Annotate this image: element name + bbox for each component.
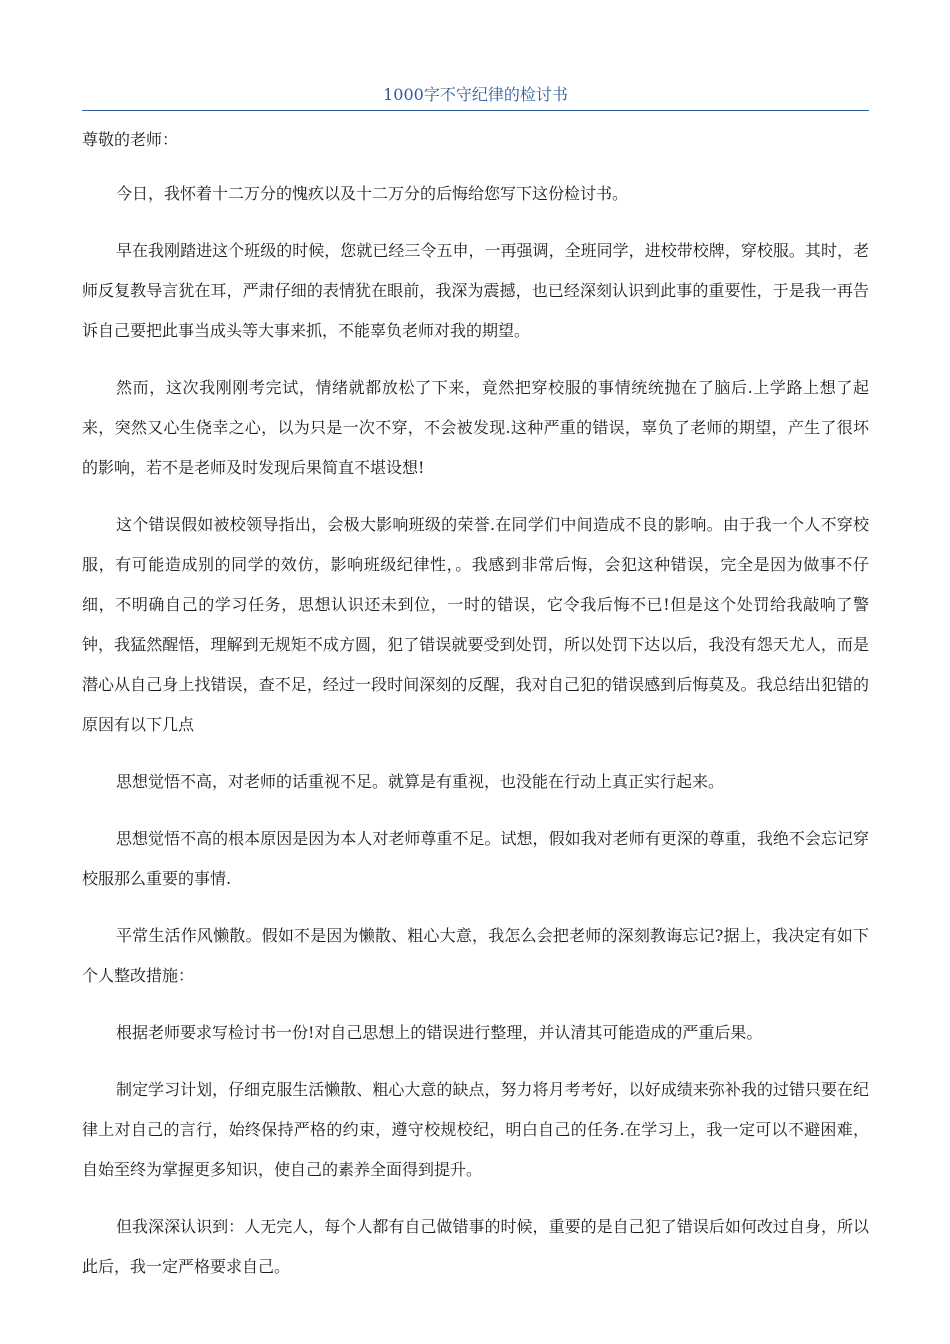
paragraph-7: 平常生活作风懒散。假如不是因为懒散、粗心大意，我怎么会把老师的深刻教诲忘记?据上，我决定有如下个人整改措施： <box>82 926 869 985</box>
paragraph-9: 制定学习计划，仔细克服生活懒散、粗心大意的缺点，努力将月考考好，以好成绩来弥补我的过错只要在纪律上对自己的言行，始终保持严格的约束，遵守校规校纪，明白自己的任务.在学习上，我一定可以不避困难，自始至终为掌握更多知识，使自己的素养全面得到提升。 <box>82 1080 869 1179</box>
paragraph-4: 这个错误假如被校领导指出，会极大影响班级的荣誉.在同学们中间造成不良的影响。由于我一个人不穿校服，有可能造成别的同学的效仿，影响班级纪律性，。我感到非常后悔，会犯这种错误，完全是因为做事不仔细，不明确自己的学习任务，思想认识还未到位，一时的错误，它令我后悔不已!但是这个处罚给我敲响了警钟，我猛然醒悟，理解到无规矩不成方圆，犯了错误就要受到处罚，所以处罚下达以后，我没有怨天尤人，而是潜心从自己身上找错误，查不足，经过一段时间深刻的反醒，我对自己犯的错误感到后悔莫及。我总结出犯错的原因有以下几点 <box>82 515 869 734</box>
page-header <box>82 84 869 111</box>
salutation: 尊敬的老师： <box>82 130 179 149</box>
paragraph-5: 思想觉悟不高，对老师的话重视不足。就算是有重视，也没能在行动上真正实行起来。 <box>116 772 725 791</box>
paragraph-6: 思想觉悟不高的根本原因是因为本人对老师尊重不足。试想，假如我对老师有更深的尊重，我绝不会忘记穿校服那么重要的事情. <box>82 829 869 888</box>
paragraph-3: 然而，这次我刚刚考完试，情绪就都放松了下来，竟然把穿校服的事情统统抛在了脑后.上学路上想了起来，突然又心生侥幸之心，以为只是一次不穿，不会被发现.这种严重的错误，辜负了老师的期望，产生了很坏的影响，若不是老师及时发现后果简直不堪设想! <box>82 378 869 477</box>
paragraph-2: 早在我刚踏进这个班级的时候，您就已经三令五申，一再强调，全班同学，进校带校牌，穿校服。其时，老师反复教导言犹在耳，严肃仔细的表情犹在眼前，我深为震撼，也已经深刻认识到此事的重要性，于是我一再告诉自己要把此事当成头等大事来抓，不能辜负老师对我的期望。 <box>82 241 869 340</box>
document-title: 1000字不守纪律的检讨书 <box>383 85 568 104</box>
paragraph-1: 今日，我怀着十二万分的愧疚以及十二万分的后悔给您写下这份检讨书。 <box>116 184 629 203</box>
letter-body <box>82 126 869 1304</box>
paragraph-8: 根据老师要求写检讨书一份!对自己思想上的错误进行整理，并认清其可能造成的严重后果。 <box>116 1023 763 1042</box>
paragraph-10: 但我深深认识到：人无完人，每个人都有自己做错事的时候，重要的是自己犯了错误后如何改过自身，所以此后，我一定严格要求自己。 <box>82 1217 869 1276</box>
